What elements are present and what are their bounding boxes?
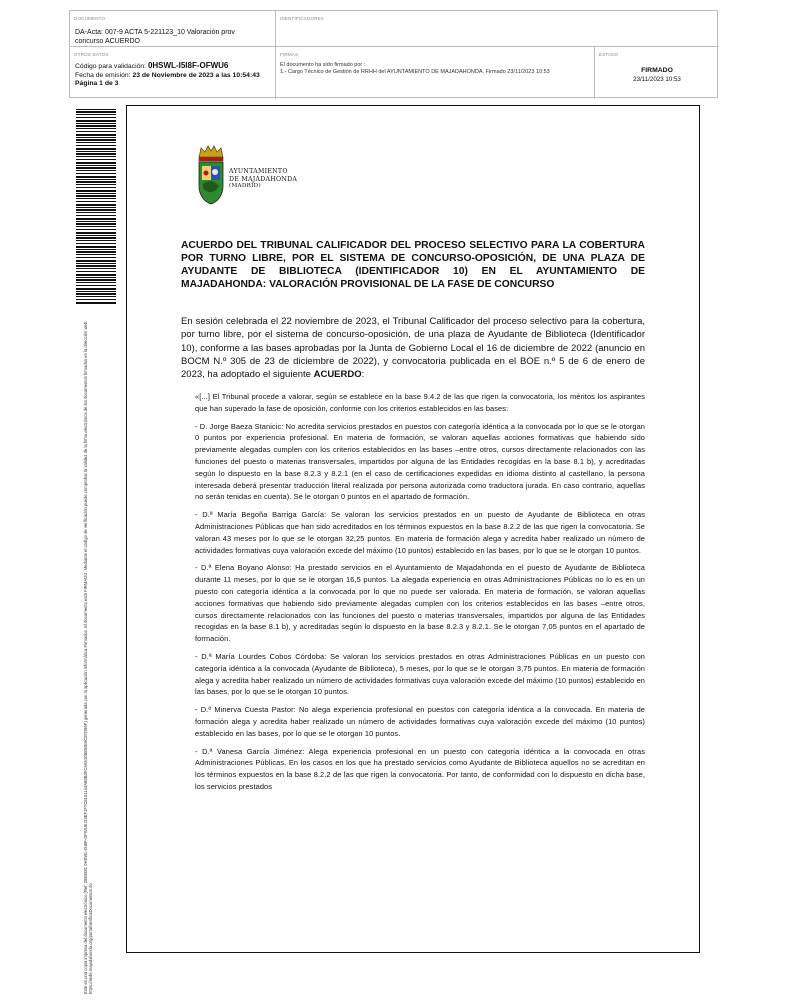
estado-cell [595,47,719,99]
barcode [76,109,116,305]
body-paragraph: «[...] El Tribunal procede a valorar, según se establece en la base 9.4.2 de las que rigen la convocatoria, los méritos los aspirantes que han superado la fase de oposición, conforme con los criterios establecidos en las bases: [195,392,645,413]
documento-label: DOCUMENTO [74,16,106,21]
intro-end: : [361,369,365,381]
document-body [195,391,645,799]
coat-of-arms-logo [195,144,227,206]
estado-label: ESTADO [599,52,619,57]
intro-text: En sesión celebrada el 22 noviembre de 2023, el Tribunal Calificador del proceso selectivo para la cobertura, por turno libre, por el sistema de concurso-oposición, de una plaza de Ayudante de Biblioteca (Identificador 10), conforme a las bases aprobadas por la Junta de Gobierno Local el 16 de diciembre de 2022 (anuncio en BOCM N.º 305 de 23 de diciembre de 2022), y convocatoria publicada en el BOE n.º 5 de 6 de enero de 2023, ha adoptado el siguiente [181,316,645,381]
body-paragraph: - D.ª María Begoña Barriga García: Se valoran los servicios prestados en un puesto de Ayudante de Biblioteca en otras Administraciones Públicas que han sido acreditados en los términos expuestos en la base 8.2.2 de las que rigen la convocatoria. Se valoran 43 meses por lo que se le otorgan 32,25 puntos. En materia de formación alega y acredita haber realizado un número de actividades formativas cuya valoración excede del máximo (10 puntos) establecido en las bases, por lo que se le otorgan 10 puntos. [195,510,645,555]
document-page [126,105,700,953]
intro-paragraph [181,315,645,381]
org-line2: DE MAJADAHONDA [229,175,298,183]
firmas-label: FIRMAS [280,52,299,57]
fecha-prefix: Fecha de emisión: [75,71,131,79]
documento-title: DA-Acta: 007-9 ACTA 5-221123_10 Valoración prov concurso ACUERDO [75,29,235,45]
organization-name [229,168,297,191]
pagina: Página 1 de 3 [75,80,119,87]
body-paragraph: - D.ª Elena Boyano Alonso: Ha prestado servicios en el Ayuntamiento de Majadahonda en el puesto de Ayudante de Biblioteca durante 11 meses, por lo que se le otorgan 16,5 puntos. La alegada experiencia en otras Administraciones Públicas no lo es en un puesto con categoría idéntica a la convocada por lo que no puede ser valorada. En materia de formación, se valoran aquellas acciones formativas que habiendo sido previamente alegadas cumplen con los criterios establecidos en las bases –entre otros, cursos directamente relacionados con las funciones del puesto o materias transversales, impartidos por alguna de las Entidades recogidas en la base 8.1 b), y acreditadas según lo dispuesto en la base 8.2.3 y 8.2.1. Se le otorgan 7,05 puntos en el apartado de formación. [195,563,645,644]
fecha-value: 23 de Noviembre de 2023 a las 10:54:43 [132,71,260,79]
estado-value: FIRMADO [641,67,673,74]
otros-datos-label: OTROS DATOS [74,52,109,57]
org-line3: (MADRID) [229,183,261,189]
body-paragraph: - D. Jorge Baeza Stanicic: No acredita servicios prestados en puestos con categoría idéntica a la convocada por lo que se le otorgan 0 puntos por experiencia profesional. En materia de formación, se valoran aquellas acciones formativas que habiendo sido previamente alegadas cumplen con los criterios establecidos en las bases –entre otros, cursos directamente relacionados con las funciones del puesto o materias transversales, impartidos por alguna de las Entidades recogidas en la base 8.1 b), y acreditadas según lo dispuesto en la base 8.2.3 y 8.2.1 (en el caso de certificaciones expedidas en idioma distinto al castellano, la persona interesada deberá presentar traducción literal realizada por persona autorizada como traductora jurada. En caso contrario, aquellas no serán tenidas en cuenta). Se le otorgan 0 puntos en el apartado de formación. [195,421,645,502]
estado-date: 23/11/2023 10:53 [633,76,681,83]
signature-header [69,10,718,98]
identificadores-cell [276,11,719,47]
firmas-cell [276,47,595,99]
body-paragraph: - D.ª María Lourdes Cobos Córdoba: Se valoran los servicios prestados en otras Administraciones Públicas en un puesto con categoría idéntica a la convocada (Ayudante de Biblioteca), 5 meses, por lo que se le otorgan 3,75 puntos. En materia de formación alega y acredita haber realizado un número de actividades formativas cuya valoración excede del máximo (10 puntos) establecido en las bases, por lo que se le otorgan 10 puntos. [195,651,645,697]
intro-bold: ACUERDO [313,369,362,381]
firmas-line2: 1.- Cargo Técnico de Gestión de RRHH del AYUNTAMIENTO DE MAJADAHONDA. Firmado 23/11/2023 10:53 [280,69,550,75]
codigo-value[interactable]: 0HSWL-I5I8F-OFWU6 [147,61,229,70]
org-line1: AYUNTAMIENTO [229,168,288,175]
otros-datos-cell [70,47,276,99]
documento-cell [70,11,276,47]
identificadores-label: IDENTIFICADORES [280,16,325,21]
codigo-prefix: Código para validación: [75,63,147,70]
body-paragraph: - D.ª Vanesa García Jiménez: Alega experiencia profesional en un puesto con categoría idéntica a la convocada en otras Administraciones Públicas. En los casos en los que ha prestado servicios como Ayudante de Biblioteca aquellos no se acreditan en los términos expuestos en la base 8.2.2 de las que rigen la convocatoria. Por tanto, de conformidad con lo dispuesto en dicha base, los servicios prestados [195,746,645,791]
document-heading: ACUERDO DEL TRIBUNAL CALIFICADOR DEL PROCESO SELECTIVO PARA LA COBERTURA POR TURNO LIBRE, POR EL SISTEMA DE CONCURSO-OPOSICIÓN, DE UNA PLAZA DE AYUDANTE DE BIBLIOTECA (IDENTIFICADOR 10) EN EL AYUNTAMIENTO DE MAJADAHONDA: VALORACIÓN PROVISIONAL DE LA FASE DE CONCURSO [181,240,645,290]
body-paragraph: - D.ª Minerva Cuesta Pastor: No alega experiencia profesional en puestos con categoría idéntica a la convocada. En materia de formación alega y acredita haber realizado un número de actividades formativas cuya valoración excede del máximo (10 puntos) establecido en las bases, por lo que se le otorgan 10 puntos. [195,705,645,738]
firmas-line1: El documento ha sido firmado por : [280,62,366,68]
verification-side-note: Este es una copia impresa del documento electrónico (Ref: 2883581 0HSWL-I5I8F-OFWU6 D3EF1F7C8151144A88B3FCA6510B894E9C87D96F) generada con la aplicación informática Firmadoc. El documento está FIRMADO. Mediante el código de verificación puede comprobar la validez de la firma electrónica de los documentos firmados en la dirección web: https://sede.majadahonda.org/portal/verificaDocumentos.do [83,320,93,994]
